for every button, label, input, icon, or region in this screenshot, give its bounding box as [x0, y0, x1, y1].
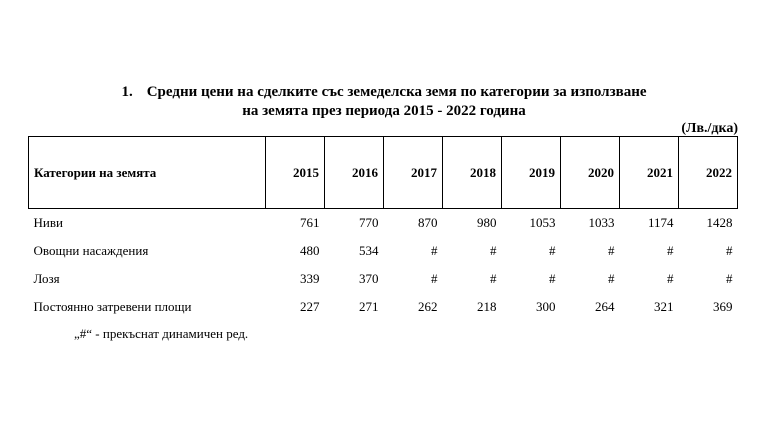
cell-value: 369: [713, 299, 733, 314]
cell-value: #: [667, 243, 674, 258]
cell-value: 218: [477, 299, 497, 314]
cell-value: 271: [359, 299, 379, 314]
header-row: [29, 137, 738, 209]
cell-value: #: [549, 243, 556, 258]
table-title-line-2: на земята през периода 2015 - 2022 година: [242, 103, 526, 119]
cell-value: 1428: [706, 215, 733, 230]
header-year: 2017: [384, 137, 443, 209]
header-year: 2015: [266, 137, 325, 209]
header-year: 2020: [561, 137, 620, 209]
cell-value: 480: [300, 243, 320, 258]
cell-value: #: [726, 243, 733, 258]
cell-value: 770: [359, 215, 379, 230]
row-category: Овощни насаждения: [33, 243, 149, 258]
table-row: [29, 209, 738, 238]
cell-value: 262: [418, 299, 438, 314]
cell-value: 300: [536, 299, 556, 314]
unit-label: (Лв./дка): [681, 121, 738, 136]
cell-value: 870: [418, 215, 438, 230]
cell-value: #: [431, 243, 438, 258]
cell-value: #: [608, 271, 615, 286]
row-category: Ниви: [33, 215, 63, 230]
header-year: 2018: [443, 137, 502, 209]
row-category: Лозя: [33, 271, 60, 286]
cell-value: 1033: [588, 215, 615, 230]
cell-value: #: [431, 271, 438, 286]
cell-value: 980: [477, 215, 497, 230]
land-prices-table: [28, 136, 738, 321]
header-year: 2022: [679, 137, 738, 209]
cell-value: #: [726, 271, 733, 286]
cell-value: 339: [300, 271, 320, 286]
cell-value: #: [549, 271, 556, 286]
cell-value: 227: [300, 299, 320, 314]
table-row: [29, 237, 738, 265]
cell-value: 264: [595, 299, 615, 314]
cell-value: 370: [359, 271, 379, 286]
cell-value: 1053: [529, 215, 556, 230]
cell-value: 1174: [647, 215, 674, 230]
table-row: [29, 265, 738, 293]
header-year: 2021: [620, 137, 679, 209]
cell-value: #: [667, 271, 674, 286]
cell-value: 534: [359, 243, 379, 258]
header-year: 2019: [502, 137, 561, 209]
table-title-text: Средни цени на сделките със земеделска земя по категории за използване: [146, 84, 647, 100]
table-number: 1.: [121, 84, 133, 100]
cell-value: #: [490, 243, 497, 258]
cell-value: #: [608, 243, 615, 258]
cell-value: 321: [654, 299, 674, 314]
footnote: „#“ - прекъснат динамичен ред.: [74, 326, 249, 341]
table-row: [29, 293, 738, 321]
header-category: Категории на земята: [29, 137, 266, 209]
row-category: Постоянно затревени площи: [33, 299, 192, 314]
header-year: 2016: [325, 137, 384, 209]
table-title-line-1: [0, 83, 768, 102]
cell-value: #: [490, 271, 497, 286]
cell-value: 761: [300, 215, 320, 230]
